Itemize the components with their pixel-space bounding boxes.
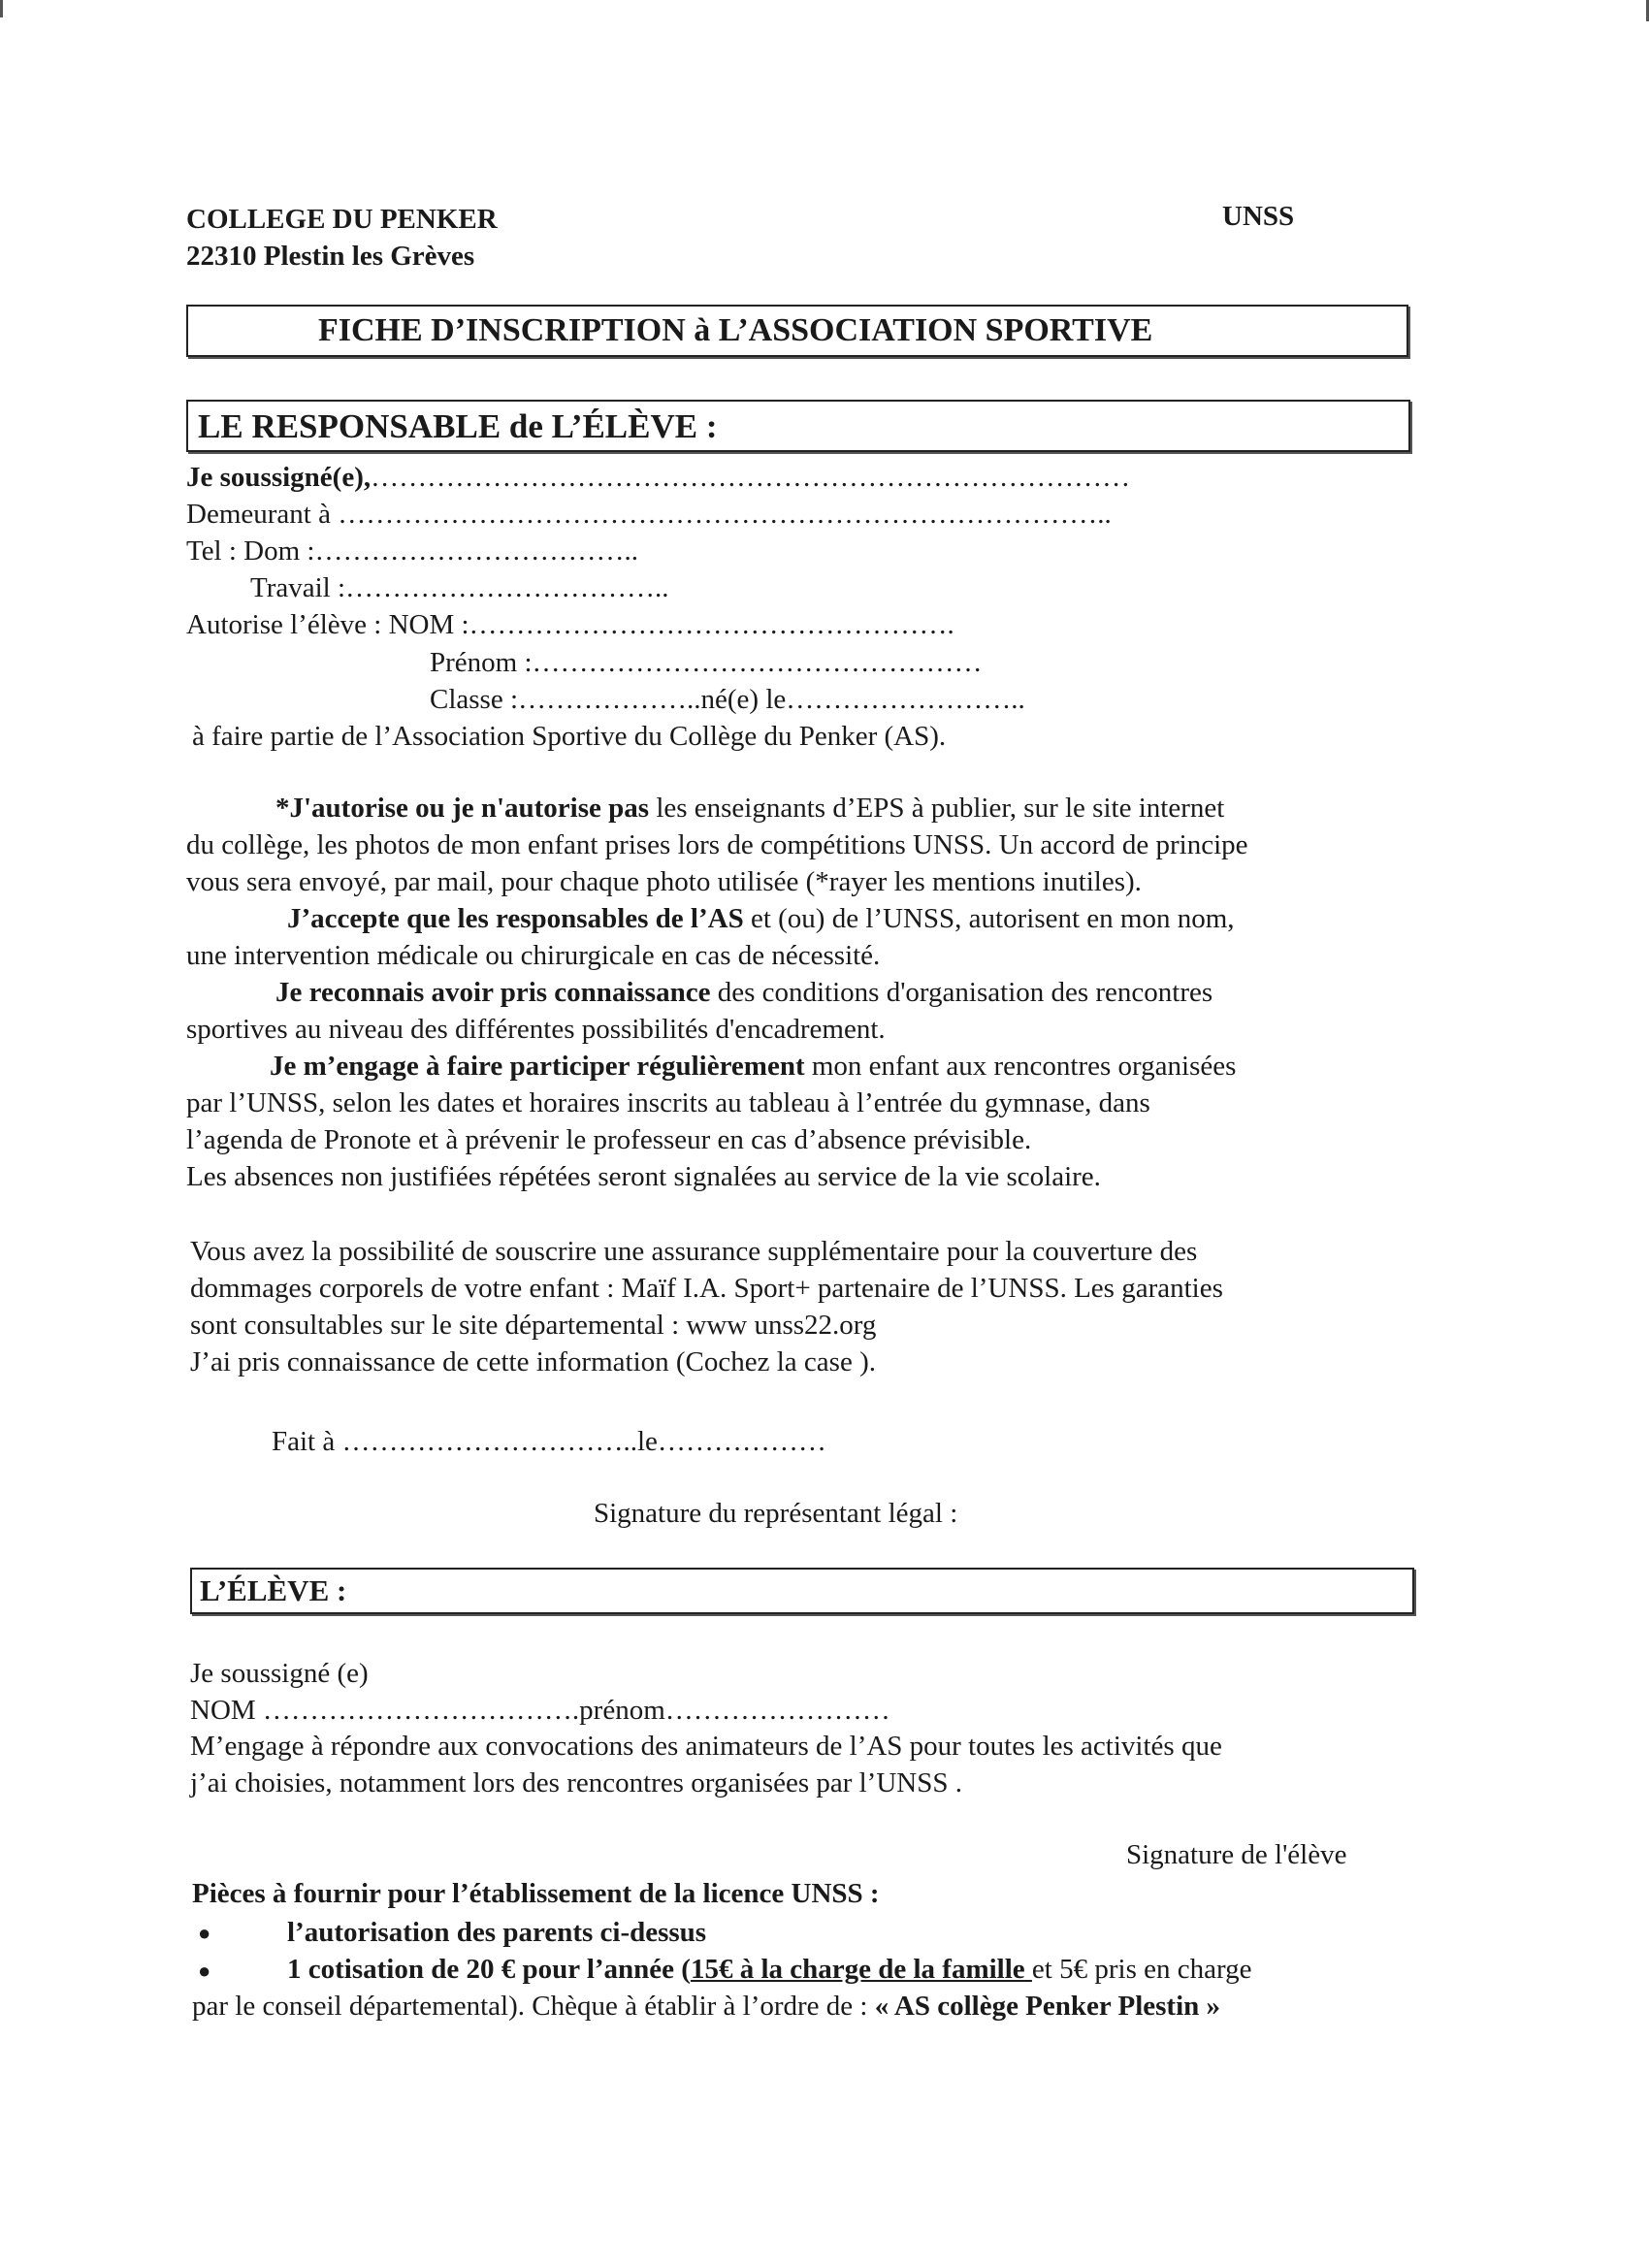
medical-consent-bold: J’accepte que les responsables de l’AS xyxy=(287,903,744,934)
eleve-soussigne: Je soussigné (e) xyxy=(190,1658,369,1689)
photo-consent-bold: *J'autorise ou je n'autorise pas xyxy=(275,793,650,824)
photo-consent-paragraph: *J'autorise ou je n'autorise pas les enseignants d’EPS à publier, sur le site internet du collège, les photos de mon enfant prises lors de compétitions UNSS. Un accord de principe vous sera envoyé, par mail, pour chaque photo utilisée (*rayer les mentions inutiles). xyxy=(186,793,1248,897)
famille-share-underlined: 15€ à la charge de la famille xyxy=(690,1954,1032,1985)
faire-partie-line: à faire partie de l’Association Sportive du Collège du Penker (AS). xyxy=(192,721,947,752)
form-title: FICHE D’INSCRIPTION à L’ASSOCIATION SPORTIVE xyxy=(318,312,1153,348)
tel-dom-line: Tel : Dom :…………………………….. xyxy=(186,535,638,567)
piece-autorisation: l’autorisation des parents ci-dessus xyxy=(287,1917,707,1948)
eleve-nom-line: NOM …………………………….prénom…………………… xyxy=(190,1695,890,1726)
eleve-heading-box xyxy=(190,1568,1414,1614)
school-address: 22310 Plestin les Grèves xyxy=(186,241,475,272)
responsable-heading: LE RESPONSABLE de L’ÉLÈVE : xyxy=(198,407,718,445)
soussigne-label: Je soussigné(e), xyxy=(186,462,372,493)
bullet-dot: ● xyxy=(198,1959,211,1983)
reconnais-bold: Je reconnais avoir pris connaissance xyxy=(275,977,711,1008)
signature-representant: Signature du représentant légal : xyxy=(594,1498,958,1529)
reconnais-paragraph: Je reconnais avoir pris connaissance des conditions d'organisation des rencontres sportives au niveau des différentes possibilités d'encadrement. xyxy=(186,977,1213,1045)
signature-eleve: Signature de l'élève xyxy=(1126,1839,1347,1870)
insurance-paragraph: Vous avez la possibilité de souscrire une assurance supplémentaire pour la couverture des dommages corporels de votre enfant : Maïf I.A. Sport+ partenaire de l’UNSS. Les garanties sont consultables sur le site départemental : www unss22.org J’ai pris connaissance de cette information (Cochez la case ). xyxy=(190,1236,1223,1377)
travail-line: Travail :…………………………….. xyxy=(250,572,669,603)
soussigne-dots: ……………………………………………………………………… xyxy=(371,462,1131,493)
engagement-paragraph: Je m’engage à faire participer régulièrement mon enfant aux rencontres organisées par l’UNSS, selon les dates et horaires inscrits au tableau à l’entrée du gymnase, dans l’agenda de Pronote et à prévenir le professeur en cas d’absence prévisible. Les absences non justifiées répétées seront signalées au service de la vie scolaire. xyxy=(186,1051,1237,1192)
pieces-heading: Pièces à fournir pour l’établissement de la licence UNSS : xyxy=(192,1878,880,1909)
unss-label: UNSS xyxy=(1222,201,1295,232)
eleve-engagement: M’engage à répondre aux convocations des animateurs de l’AS pour toutes les activités que j’ai choisies, notamment lors des rencontres organisées par l’UNSS . xyxy=(190,1731,1222,1798)
prenom-line: Prénom :………………………………………… xyxy=(430,647,983,678)
piece-cheque-line: par le conseil départemental). Chèque à établir à l’ordre de : « AS collège Penker Plestin » xyxy=(192,1991,1221,2022)
autorise-line: Autorise l’élève : NOM :……………………………………………. xyxy=(186,609,954,640)
medical-consent-paragraph: J’accepte que les responsables de l’AS et (ou) de l’UNSS, autorisent en mon nom, une intervention médicale ou chirurgicale en cas de nécessité. xyxy=(186,903,1235,971)
soussigne-line xyxy=(186,459,1130,496)
scan-edge-mark xyxy=(0,0,3,17)
school-name: COLLEGE DU PENKER xyxy=(186,204,498,235)
fait-a-line: Fait à …………………………..le……………… xyxy=(272,1426,826,1457)
engagement-bold: Je m’engage à faire participer régulièrement xyxy=(270,1051,805,1082)
piece-cotisation: 1 cotisation de 20 € pour l’année (15€ à la charge de la famille et 5€ pris en charge xyxy=(287,1954,1252,1985)
eleve-heading: L’ÉLÈVE : xyxy=(200,1573,347,1607)
classe-line: Classe :………………..né(e) le…………………….. xyxy=(430,684,1025,715)
cheque-payee: « AS collège Penker Plestin » xyxy=(874,1991,1221,2022)
demeurant-line: Demeurant à ……………………………………………………………………….. xyxy=(186,499,1112,530)
bullet-dot: ● xyxy=(198,1921,211,1945)
